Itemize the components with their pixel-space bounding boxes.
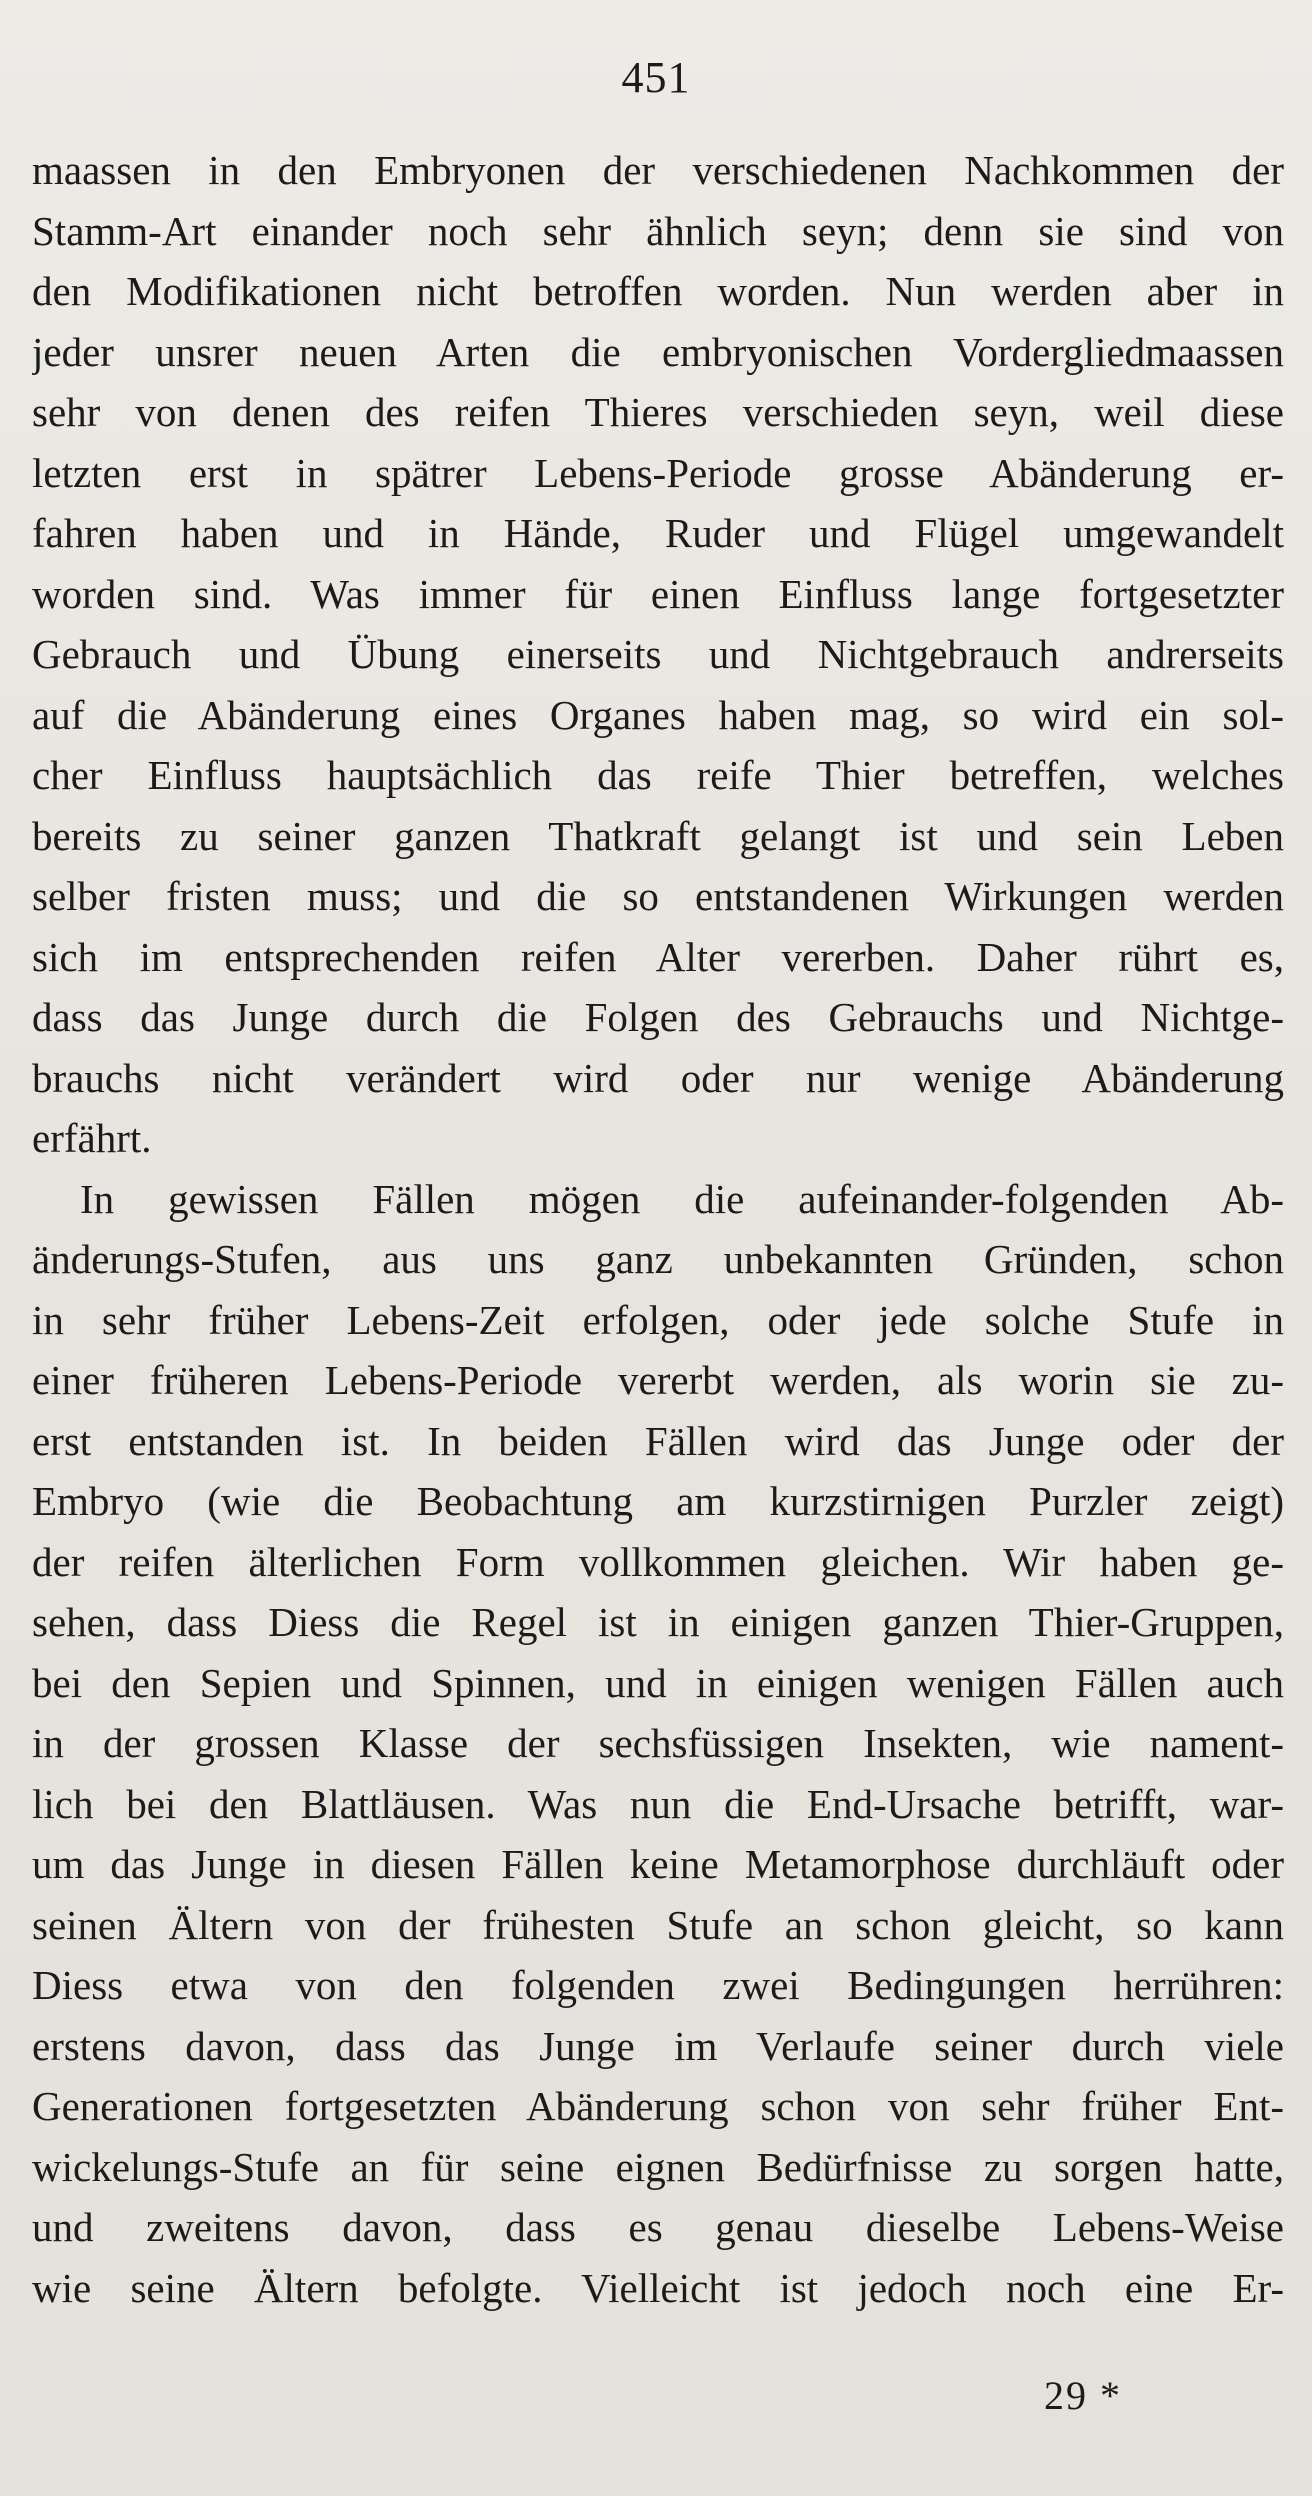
text-line: um das Junge in diesen Fällen keine Metamorphose durchläuft oder — [32, 1841, 1284, 1887]
text-line: bereits zu seiner ganzen Thatkraft gelangt ist und sein Leben — [32, 812, 1284, 859]
text-line: erfährt. — [32, 1115, 152, 1161]
text-line: wickelungs-Stufe an für seine eignen Bedürfnisse zu sorgen hatte, — [32, 2143, 1284, 2190]
text-line: selber fristen muss; und die so entstandenen Wirkungen werden — [32, 873, 1284, 919]
text-line: sehen, dass Diess die Regel ist in einigen ganzen Thier-Gruppen, — [32, 1599, 1284, 1645]
text-line: sich im entsprechenden reifen Alter vererben. Daher rührt es, — [32, 933, 1284, 980]
text-line: erst entstanden ist. In beiden Fällen wird das Junge oder der — [32, 1417, 1284, 1464]
paragraph-1 — [32, 140, 1284, 1169]
text-line: fahren haben und in Hände, Ruder und Flügel umgewandelt — [32, 510, 1284, 556]
body-text — [32, 140, 1284, 2318]
text-line: der reifen älterlichen Form vollkommen gleichen. Wir haben ge- — [32, 1538, 1284, 1585]
text-line: Gebrauch und Übung einerseits und Nichtgebrauch andrerseits — [32, 631, 1284, 677]
paragraph-2 — [32, 1169, 1284, 2319]
text-line: einer früheren Lebens-Periode vererbt werden, als worin sie zu- — [32, 1357, 1284, 1403]
signature-mark: 29 * — [1044, 2373, 1122, 2418]
text-line: lich bei den Blattläusen. Was nun die End-Ursache betrifft, war- — [32, 1780, 1284, 1827]
text-line: in sehr früher Lebens-Zeit erfolgen, oder jede solche Stufe in — [32, 1296, 1284, 1343]
text-line: seinen Ältern von der frühesten Stufe an schon gleicht, so kann — [32, 1901, 1284, 1948]
text-line: Embryo (wie die Beobachtung am kurzstirnigen Purzler zeigt) — [32, 1478, 1284, 1524]
text-line: cher Einfluss hauptsächlich das reife Thier betreffen, welches — [32, 752, 1284, 798]
text-line: und zweitens davon, dass es genau dieselbe Lebens-Weise — [32, 2204, 1284, 2250]
text-line: In gewissen Fällen mögen die aufeinander-folgenden Ab- — [80, 1175, 1284, 1222]
text-line: änderungs-Stufen, aus uns ganz unbekannten Gründen, schon — [32, 1236, 1284, 1282]
text-line: Stamm-Art einander noch sehr ähnlich seyn; denn sie sind von — [32, 207, 1284, 254]
text-line: letzten erst in spätrer Lebens-Periode grosse Abänderung er- — [32, 449, 1284, 496]
text-line: jeder unsrer neuen Arten die embryonischen Vordergliedmaassen — [32, 328, 1284, 375]
text-line: in der grossen Klasse der sechsfüssigen Insekten, wie nament- — [32, 1720, 1284, 1766]
page-number: 451 — [621, 53, 691, 102]
text-line: worden sind. Was immer für einen Einfluss lange fortgesetzter — [32, 570, 1284, 617]
text-line: sehr von denen des reifen Thieres verschieden seyn, weil diese — [32, 389, 1284, 435]
text-line: auf die Abänderung eines Organes haben mag, so wird ein sol- — [32, 691, 1284, 738]
text-line: maassen in den Embryonen der verschiedenen Nachkommen der — [32, 147, 1284, 193]
text-line: dass das Junge durch die Folgen des Gebrauchs und Nichtge- — [32, 994, 1284, 1040]
text-line: bei den Sepien und Spinnen, und in einigen wenigen Fällen auch — [32, 1659, 1284, 1706]
text-line: den Modifikationen nicht betroffen worden. Nun werden aber in — [32, 268, 1284, 314]
text-line: Generationen fortgesetzten Abänderung schon von sehr früher Ent- — [32, 2083, 1284, 2129]
text-line: erstens davon, dass das Junge im Verlaufe seiner durch viele — [32, 2022, 1284, 2069]
text-line: Diess etwa von den folgenden zwei Bedingungen herrühren: — [32, 1962, 1284, 2008]
text-line: brauchs nicht verändert wird oder nur wenige Abänderung — [32, 1054, 1284, 1101]
text-line: wie seine Ältern befolgte. Vielleicht ist jedoch noch eine Er- — [32, 2264, 1284, 2311]
